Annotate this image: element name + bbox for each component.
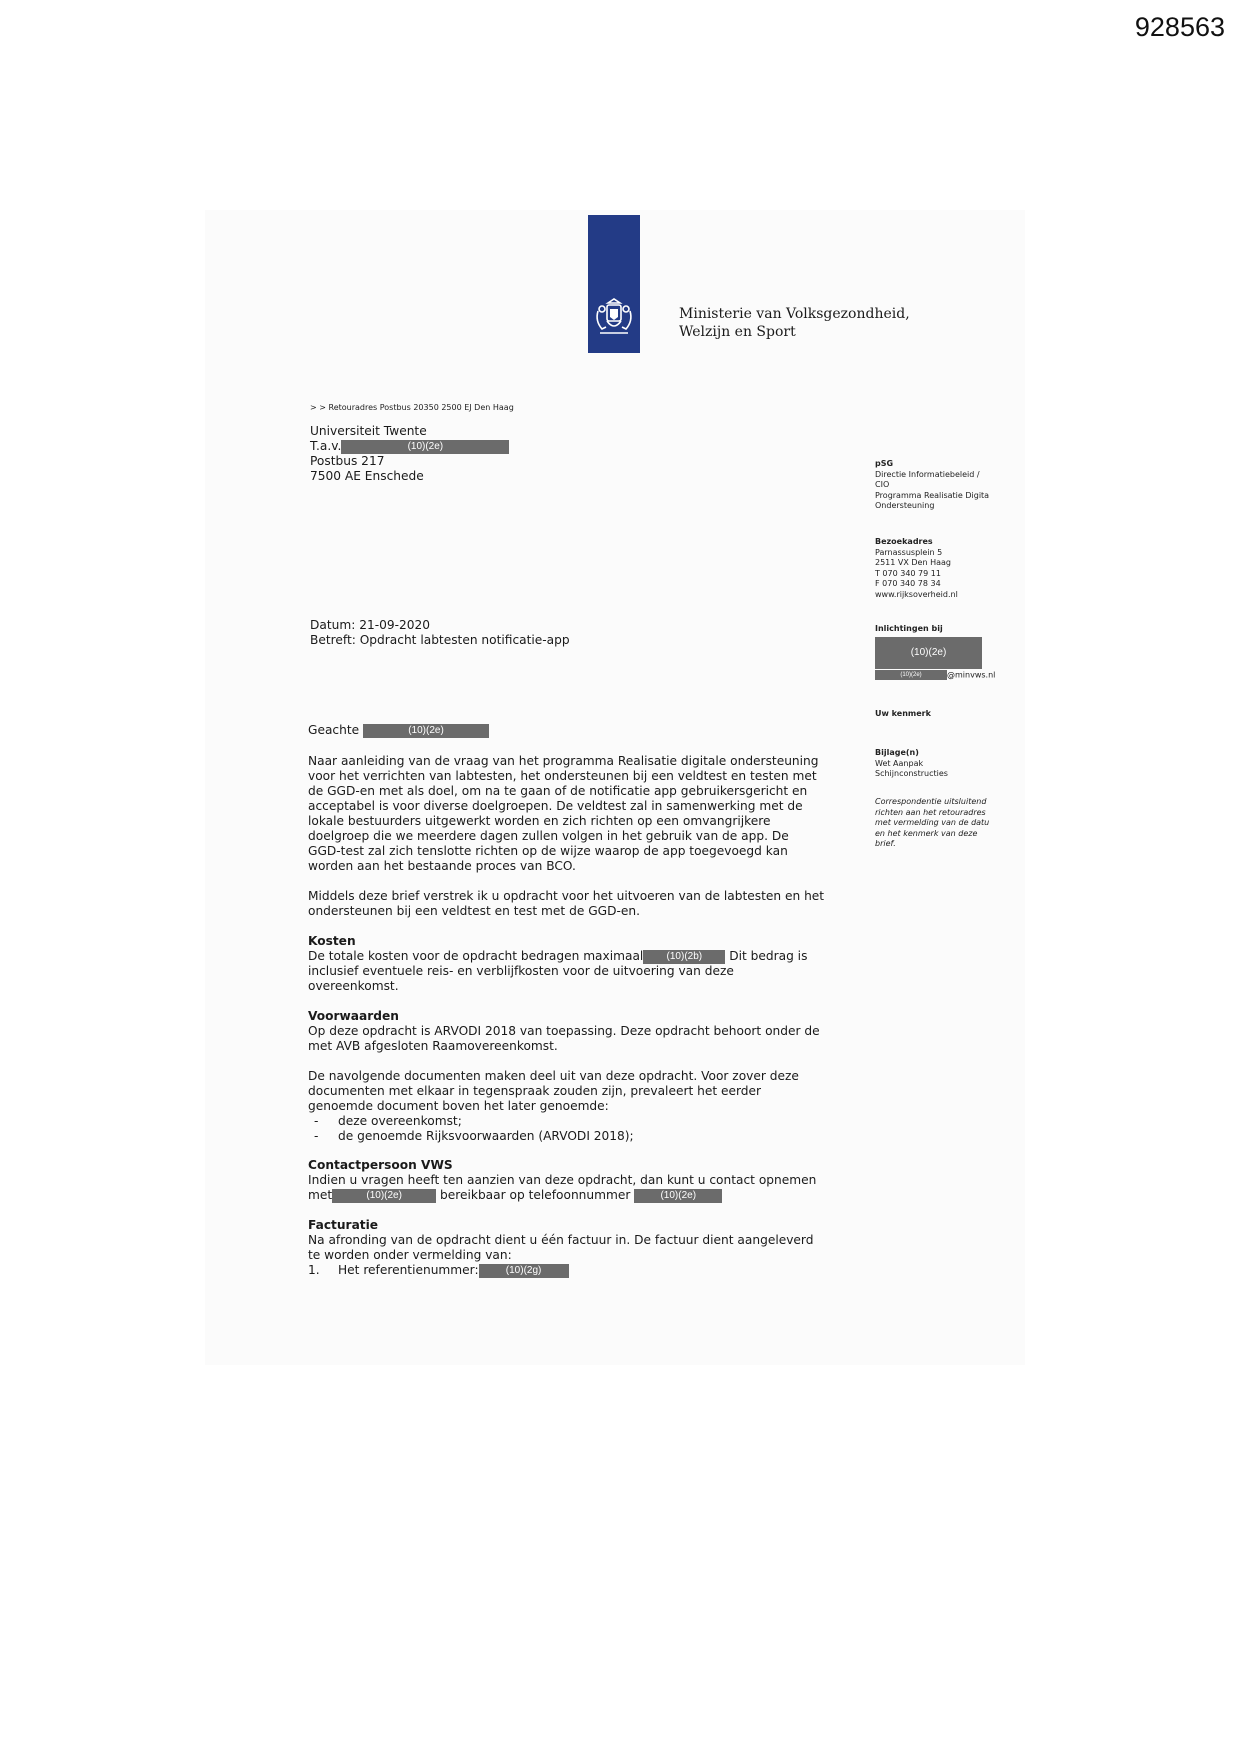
- sidebar-line: Parnassusplein 5: [875, 547, 943, 557]
- return-address: > > Retouradres Postbus 20350 2500 EJ Den Haag: [310, 403, 514, 412]
- list-item-number: 1.: [308, 1263, 320, 1277]
- text-line: GGD-test zal zich tenslotte richten op de wijze waarop de app toegevoegd kan: [308, 844, 788, 858]
- text-line: Op deze opdracht is ARVODI 2018 van toepassing. Deze opdracht behoort onder de: [308, 1024, 820, 1038]
- text-line: Middels deze brief verstrek ik u opdracht voor het uitvoeren van de labtesten en het: [308, 889, 825, 903]
- sidebar-dept-title: pSG: [875, 459, 894, 468]
- recipient-postbus: Postbus 217: [310, 454, 385, 468]
- sidebar-visit-address: [875, 537, 1015, 600]
- redaction-box: (10)(2e): [875, 637, 982, 669]
- sidebar-line: Wet Aanpak: [875, 758, 924, 768]
- sidebar-line: F 070 340 78 34: [875, 579, 941, 588]
- text-line: documenten met elkaar in tegenspraak zouden zijn, prevaleert het eerder: [308, 1084, 762, 1098]
- ministry-name-line2: Welzijn en Sport: [679, 324, 796, 340]
- ministry-name-line1: Ministerie van Volksgezondheid,: [679, 306, 910, 322]
- redaction-box: (10)(2e): [341, 440, 509, 454]
- date-subject-block: [310, 618, 570, 648]
- sidebar-line: Ondersteuning: [875, 501, 935, 510]
- sidebar-line: Directie Informatiebeleid /: [875, 469, 980, 479]
- section-facturatie: [308, 1218, 824, 1278]
- salutation: [308, 723, 489, 738]
- date-line: Datum: 21-09-2020: [310, 618, 431, 632]
- text-line: de GGD-en met als doel, om na te gaan of de notificatie app gebruikersgericht en: [308, 784, 808, 798]
- text-line: De navolgende documenten maken deel uit van deze opdracht. Voor zover deze: [308, 1069, 799, 1083]
- text-line: acceptabel is voor diverse doelgroepen. De veldtest zal in samenwerking met de: [308, 799, 803, 813]
- text-line: Naar aanleiding van de vraag van het programma Realisatie digitale ondersteuning: [308, 754, 819, 768]
- text-line: te worden onder vermelding van:: [308, 1248, 512, 1262]
- list-item: [308, 1263, 824, 1278]
- redaction-box: (10)(2e): [634, 1189, 722, 1203]
- text-line: overeenkomst.: [308, 979, 399, 993]
- sidebar-email-suffix: @minvws.nl: [947, 670, 996, 679]
- section-title: Voorwaarden: [308, 1009, 399, 1023]
- ministry-logo: [588, 215, 640, 353]
- sidebar-line: richten aan het retouradres: [875, 807, 986, 817]
- sidebar-line: Correspondentie uitsluitend: [875, 797, 987, 806]
- text-line: doelgroep die we meerdere dagen zullen volgen in het gebruik van de app. De: [308, 829, 789, 843]
- sidebar-visit-title: Bezoekadres: [875, 537, 933, 546]
- sidebar-line: brief.: [875, 839, 896, 848]
- document-list: [308, 1114, 824, 1144]
- sidebar-line: Programma Realisatie Digita: [875, 490, 990, 500]
- sidebar-line: met vermelding van de datu: [875, 818, 990, 827]
- paragraph-intro: [308, 754, 824, 874]
- section-title: Contactpersoon VWS: [308, 1158, 453, 1172]
- sidebar-note: [875, 797, 1015, 850]
- sidebar-line: T 070 340 79 11: [875, 568, 941, 578]
- recipient-block: [310, 424, 509, 484]
- kosten-pre: De totale kosten voor de opdracht bedragen maximaal: [308, 949, 644, 963]
- document-number: 928563: [1134, 12, 1225, 42]
- text-line: met AVB afgesloten Raamovereenkomst.: [308, 1039, 558, 1053]
- section-voorwaarden: [308, 1009, 824, 1144]
- kosten-post: Dit bedrag is: [729, 949, 808, 963]
- text-line: [308, 1188, 824, 1203]
- contact-met: met: [308, 1188, 333, 1202]
- sidebar-line: en het kenmerk van deze: [875, 828, 978, 838]
- list-item-text: Het referentienummer:: [338, 1263, 479, 1277]
- sidebar-line: 2511 VX Den Haag: [875, 558, 951, 567]
- sidebar-attach-title: Bijlage(n): [875, 748, 919, 757]
- list-item-text: de genoemde Rijksvoorwaarden (ARVODI 2018);: [338, 1129, 634, 1143]
- list-item: - de genoemde Rijksvoorwaarden (ARVODI 2018);: [314, 1129, 634, 1143]
- text-line: genoemde document boven het later genoemde:: [308, 1099, 609, 1113]
- redaction-box: (10)(2g): [479, 1264, 569, 1278]
- section-kosten: [308, 934, 824, 994]
- sidebar-ref-title: Uw kenmerk: [875, 709, 931, 718]
- text-line: ondersteunen bij een veldtest en test met de GGD-en.: [308, 904, 640, 918]
- ministry-name: [679, 305, 910, 341]
- recipient-attn: [310, 439, 509, 454]
- sidebar-reference: [875, 709, 1015, 720]
- text-line: voor het verrichten van labtesten, het ondersteunen bij een veldtest en testen met: [308, 769, 817, 783]
- contact-mid: bereikbaar op telefoonnummer: [440, 1188, 631, 1202]
- sidebar-line: Schijnconstructies: [875, 769, 948, 778]
- sidebar-info-title: Inlichtingen bij: [875, 624, 943, 633]
- list-item-text: deze overeenkomst;: [338, 1114, 462, 1128]
- attn-label: T.a.v.: [310, 439, 342, 453]
- list-item: - deze overeenkomst;: [314, 1114, 462, 1128]
- sidebar-department: [875, 459, 1015, 512]
- redaction-box: (10)(2b): [643, 950, 725, 964]
- text-line: Indien u vragen heeft ten aanzien van deze opdracht, dan kunt u contact opnemen: [308, 1173, 817, 1187]
- letter-body: [308, 754, 824, 1278]
- text-line: lokale bestuurders uitgewerkt worden en zich richten op een omvangrijkere: [308, 814, 771, 828]
- section-contact: [308, 1158, 824, 1203]
- section-title: Kosten: [308, 934, 356, 948]
- section-title: Facturatie: [308, 1218, 379, 1232]
- paragraph-assignment: [308, 889, 824, 919]
- sidebar-line: www.rijksoverheid.nl: [875, 589, 958, 599]
- text-line: [308, 949, 824, 964]
- recipient-org: Universiteit Twente: [310, 424, 427, 438]
- text-line: Na afronding van de opdracht dient u één factuur in. De factuur dient aangeleverd: [308, 1233, 814, 1247]
- salutation-word: Geachte: [308, 723, 360, 737]
- sidebar-line: CIO: [875, 480, 890, 489]
- sidebar-attachments: [875, 748, 1015, 780]
- recipient-city: 7500 AE Enschede: [310, 469, 424, 483]
- text-line: inclusief eventuele reis- en verblijfkosten voor de uitvoering van deze: [308, 964, 734, 978]
- redaction-box: (10)(2e): [363, 724, 489, 738]
- text-line: worden aan het bestaande proces van BCO.: [308, 859, 576, 873]
- coat-of-arms-icon: [592, 297, 636, 341]
- redaction-box: (10)(2e): [875, 670, 947, 680]
- redaction-box: (10)(2e): [332, 1189, 436, 1203]
- subject-line: Betreft: Opdracht labtesten notificatie-app: [310, 633, 570, 647]
- sidebar-info: [875, 624, 1015, 681]
